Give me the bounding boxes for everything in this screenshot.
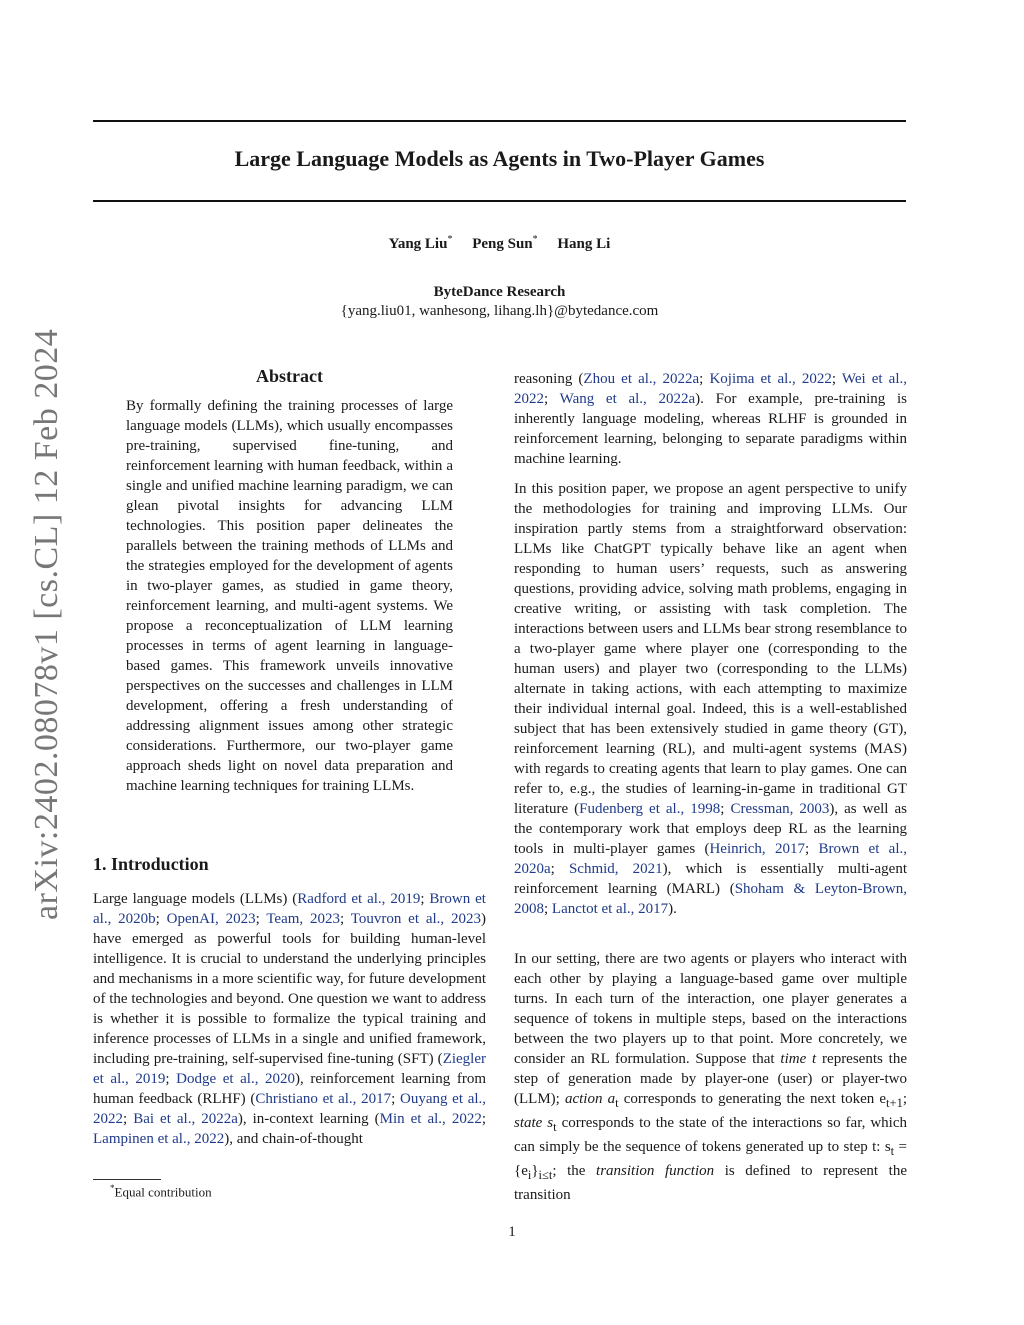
citation-link[interactable]: Cressman, 2003 (730, 801, 830, 817)
citation-link[interactable]: Ouyang et al., 2022 (93, 1091, 487, 1127)
citation-link[interactable]: Touvron et al., 2023 (350, 911, 481, 927)
author-list (93, 234, 906, 253)
citation-link[interactable]: Fudenberg et al., 1998 (579, 801, 721, 817)
citation-link[interactable]: Wang et al., 2022a (559, 391, 696, 407)
section-heading-introduction: 1. Introduction (93, 854, 209, 874)
author: Yang Liu* (388, 234, 453, 252)
citation-link[interactable]: Heinrich, 2017 (709, 841, 805, 857)
citation-link[interactable]: Brown et al., 2020a (514, 841, 907, 877)
citation-link[interactable]: OpenAI, 2023 (166, 911, 256, 927)
body-paragraph: reasoning (Zhou et al., 2022a; Kojima et al., 2022; Wei et al., 2022; Wang et al., 2022a). For example, pre-training is inherently language modeling, whereas RLHF is grounded in reinforcement learning, belonging to separate paradigms within machine learning. (514, 371, 907, 467)
citation-link[interactable]: Radford et al., 2019 (297, 891, 421, 907)
citation-link[interactable]: Ziegler et al., 2019 (93, 1051, 486, 1087)
intro-paragraph: Large language models (LLMs) (Radford et al., 2019; Brown et al., 2020b; OpenAI, 2023; Team, 2023; Touvron et al., 2023) have emerged as powerful tools for building human-level intelligence. It is crucial to understand the underlying principles and mechanisms in a more scientific way, for future development of the technologies and beyond. One question we want to address is whether it is possible to formalize the typical training and inference processes of LLMs in a single and unified framework, including pre-training, self-supervised fine-tuning (SFT) (Ziegler et al., 2019; Dodge et al., 2020), reinforcement learning from human feedback (RLHF) (Christiano et al., 2017; Ouyang et al., 2022; Bai et al., 2022a), in-context learning (Min et al., 2022; Lampinen et al., 2022), and chain-of-thought (93, 891, 487, 1147)
footnote-rule (93, 1179, 161, 1180)
title-rule-top (93, 120, 906, 122)
title-rule-bottom (93, 200, 906, 202)
citation-link[interactable]: Bai et al., 2022a (133, 1111, 238, 1127)
citation-link[interactable]: Kojima et al., 2022 (709, 371, 832, 387)
citation-link[interactable]: Zhou et al., 2022a (583, 371, 700, 387)
citation-link[interactable]: Brown et al., 2020b (93, 891, 486, 927)
author-emails: {yang.liu01, wanhesong, lihang.lh}@bytedance.com (340, 303, 659, 319)
citation-link[interactable]: Lampinen et al., 2022 (93, 1131, 225, 1147)
citation-link[interactable]: Shoham & Leyton-Brown, 2008 (514, 881, 907, 917)
abstract-heading: Abstract (256, 366, 323, 386)
body-paragraph: In this position paper, we propose an agent perspective to unify the methodologies for training and improving LLMs. Our inspiration partly stems from a straightforward observation: LLMs like ChatGPT typically behave like an agent when responding to human users’ requests, such as answering questions, providing advice, solving math problems, engaging in creative writing, or assisting with task completion. The interactions between users and LLMs bear strong resemblance to a two-player game where player one (corresponding to the human users) and player two (corresponding to the LLMs) alternate in taking actions, with each attempting to maximize their individual internal goal. Indeed, this is a well-established subject that has been extensively studied in game theory (GT), reinforcement learning (RL), and multi-agent systems (MAS) with regards to creating agents that learn to play games. One can refer to, e.g., the studies of learning-in-game in traditional GT literature (Fudenberg et al., 1998; Cressman, 2003), as well as the contemporary work that employs deep RL as the learning tools in multi-player games (Heinrich, 2017; Brown et al., 2020a; Schmid, 2021), which is essentially multi-agent reinforcement learning (MARL) (Shoham & Leyton-Brown, 2008; Lanctot et al., 2017). (514, 481, 908, 917)
citation-link[interactable]: Christiano et al., 2017 (255, 1091, 392, 1107)
author: Peng Sun* (472, 234, 538, 252)
citation-link[interactable]: Lanctot et al., 2017 (551, 901, 669, 917)
citation-link[interactable]: Min et al., 2022 (379, 1111, 482, 1127)
affiliation: ByteDance Research (433, 284, 566, 300)
paper-title: Large Language Models as Agents in Two-Player Games (234, 146, 765, 171)
citation-link[interactable]: Dodge et al., 2020 (176, 1071, 296, 1087)
author: Hang Li (557, 236, 611, 252)
arxiv-identifier[interactable]: arXiv:2402.08078v1 [cs.CL] 12 Feb 2024 (28, 328, 65, 920)
citation-link[interactable]: Schmid, 2021 (568, 861, 663, 877)
footnote: *Equal contribution (110, 1183, 212, 1200)
citation-link[interactable]: Team, 2023 (266, 911, 340, 927)
citation-link[interactable]: Wei et al., 2022 (514, 371, 907, 407)
abstract-text: By formally defining the training processes of large language models (LLMs), which usually encompasses pre-training, supervised fine-tuning, and reinforcement learning with human feedback, within a single and unified machine learning paradigm, we can glean pivotal insights for advancing LLM technologies. This position paper delineates the parallels between the training methods of LLMs and the strategies employed for the development of agents in two-player games, as studied in game theory, reinforcement learning, and multi-agent systems. We propose a reconceptualization of LLM learning processes in terms of agent learning in language-based games. This framework unveils innovative perspectives on the successes and challenges in LLM development, offering a fresh understanding of addressing alignment issues among other strategic considerations. Furthermore, our two-player game approach sheds light on novel data preparation and machine learning techniques for training LLMs. (126, 398, 453, 794)
page-number: 1 (508, 1224, 516, 1240)
body-paragraph: In our setting, there are two agents or players who interact with each other by playing a language-based game over multiple turns. In each turn of the interaction, one player generates a sequence of tokens in multiple steps, based on the interactions between the two players up to that point. More concretely, we consider an RL formulation. Suppose that time t represents the step of generation made by player-one (user) or player-two (LLM); action $a_t$ corresponds to generating the next token $e_{t+1}$; state $s_t$ corresponds to the state of the interactions so far, which can simply be the sequence of tokens generated up to step t: $s_t = \{e_i\}_{i\le t}$; the transition function is defined to represent the transition (514, 951, 907, 1203)
